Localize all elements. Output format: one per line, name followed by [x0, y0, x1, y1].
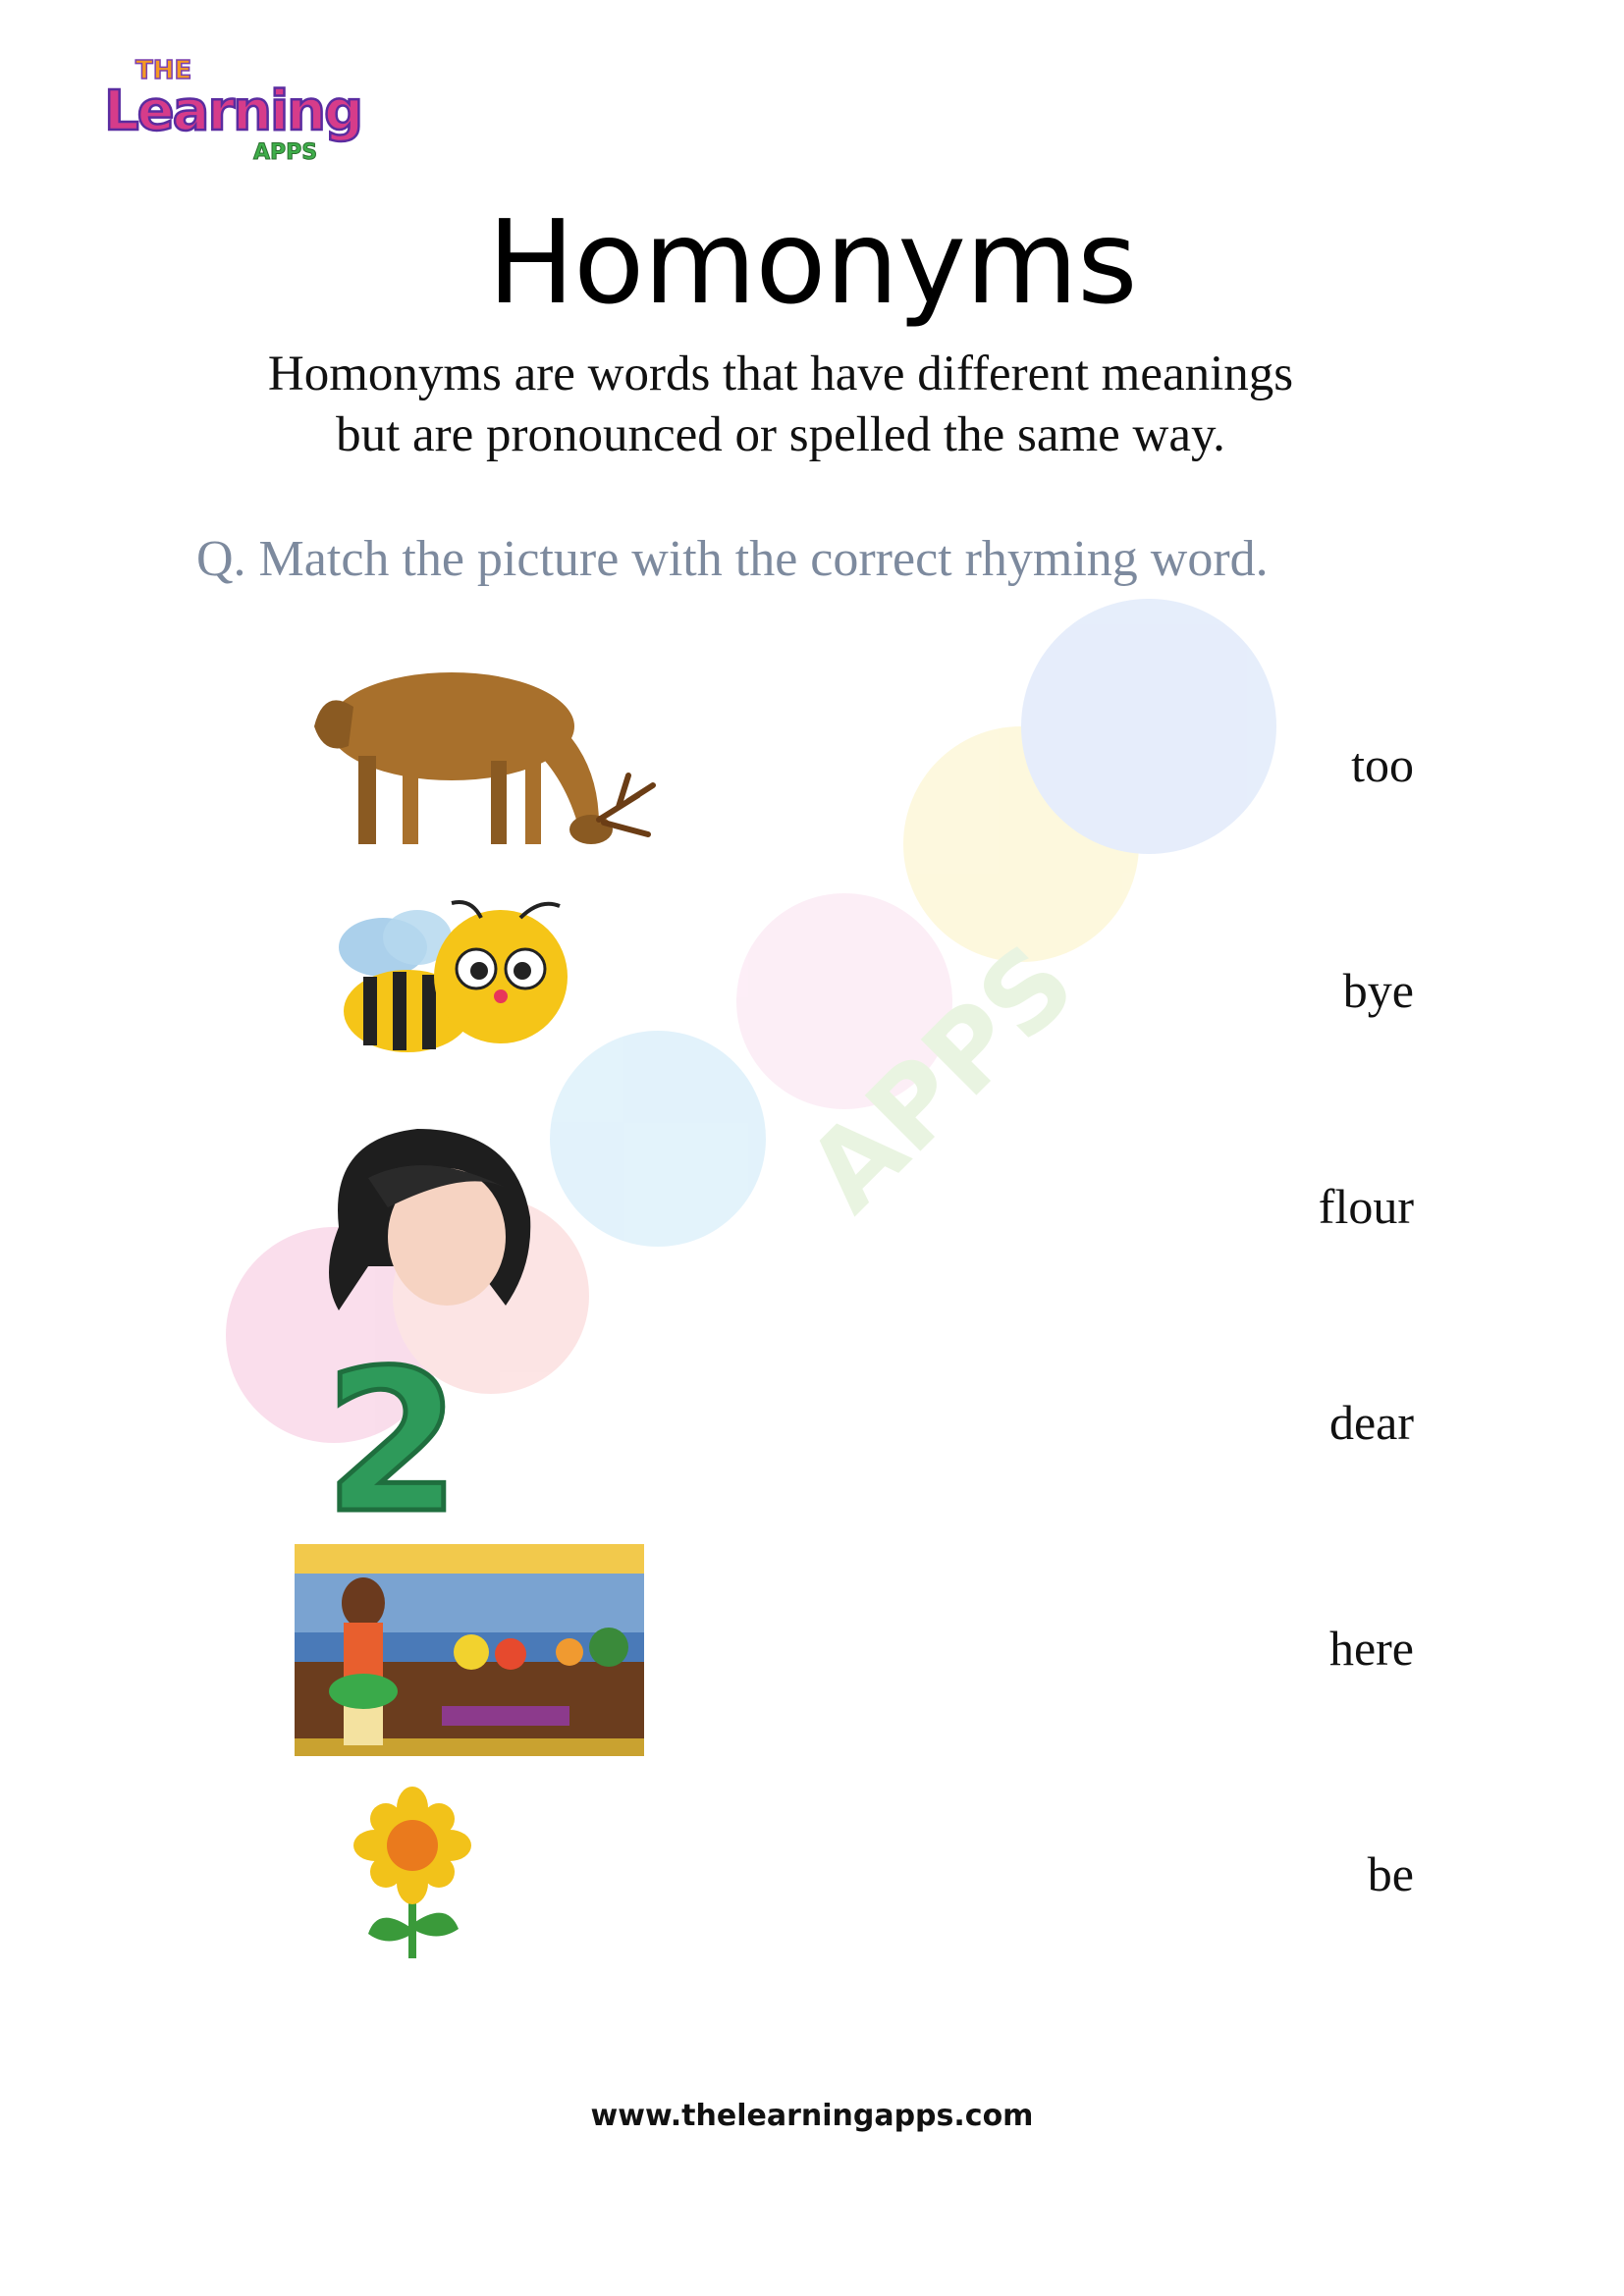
svg-text:2: 2: [324, 1345, 461, 1522]
number-two-icon: [314, 1345, 530, 1522]
word-option-2: bye: [1342, 963, 1414, 1018]
word-option-1: too: [1351, 737, 1414, 792]
logo-the-text: THE: [135, 56, 192, 85]
word-option-6: be: [1367, 1846, 1414, 1901]
page-title: Homonyms: [487, 194, 1137, 330]
logo-apps-text: APPS: [253, 140, 318, 165]
market-stall-icon: [295, 1544, 644, 1756]
word-option-4: dear: [1328, 1395, 1414, 1450]
word-option-3: flour: [1318, 1179, 1414, 1234]
question-text: Q. Match the picture with the correct rhyming word.: [196, 531, 1269, 587]
deer-icon: [304, 648, 658, 864]
flower-icon: [339, 1787, 486, 1963]
footer-url: www.thelearningapps.com: [590, 2099, 1034, 2133]
bee-icon: [334, 898, 589, 1075]
definition-line-1: Homonyms are words that have different meanings: [267, 347, 1294, 401]
logo-main-text: Learning: [104, 80, 362, 143]
learning-apps-logo: [98, 39, 383, 167]
definition-text: [0, 344, 1561, 465]
definition-line-2: but are pronounced or spelled the same way.: [336, 407, 1225, 462]
word-option-5: here: [1328, 1621, 1414, 1676]
svg-text:APPS: APPS: [783, 920, 1099, 1236]
hair-icon: [309, 1119, 545, 1315]
